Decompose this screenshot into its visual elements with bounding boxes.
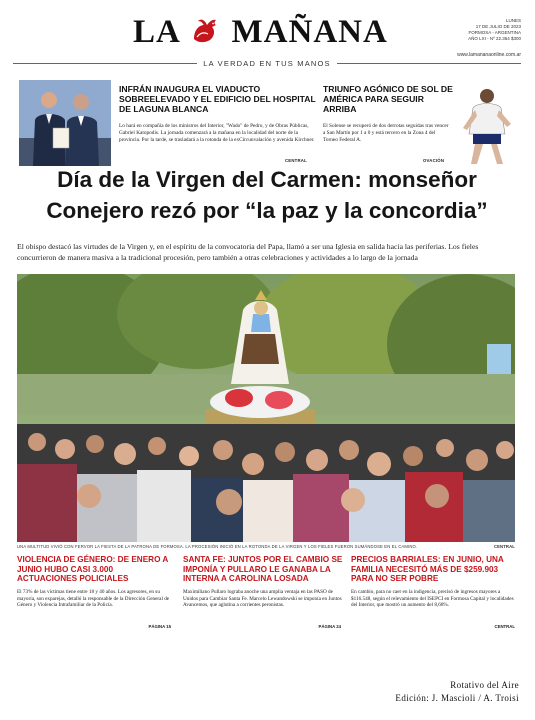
top-story-left-text: Lo hará en compañía de los ministros del Interior, "Wado" de Pedro, y de Obras Públicas, Gabriel Katopodis. La jornada comenzará a la mañana en la localidad del norte de la provincia. Por la tarde, se trasladará a la rotonda de la exCircunvalación y avenida Kirchner. <box>119 123 315 143</box>
story-1-page: PÁGINA 15 <box>148 624 171 629</box>
main-headline[interactable]: Día de la Virgen del Carmen: monseñor Conejero rezó por “la paz y la concordia” <box>46 167 488 223</box>
procession-illustration <box>17 274 515 542</box>
dateline <box>461 18 521 42</box>
story-2-page: PÁGINA 24 <box>318 624 341 629</box>
officials-photo-illustration <box>19 80 111 166</box>
soccer-player-illustration <box>455 80 519 166</box>
credits-edition: Edición: J. Mascioli / A. Troisi <box>395 693 519 703</box>
story-1-headline: VIOLENCIA DE GÉNERO: DE ENERO A JUNIO HUBO CASI 3.000 ACTUACIONES POLICIALES <box>17 555 169 584</box>
credits-program: Rotativo del Aire <box>450 680 519 690</box>
top-story-sol-de-america[interactable] <box>323 80 521 168</box>
rooster-icon <box>188 15 222 45</box>
story-2-text: Maximiliano Pullaro lograba anoche una amplia ventaja en las PASO de Unidos para Cambiar Santa Fe. Marcelo Lewandowski se imponía en Juntos Avancemos, que aglutina a corrientes peronistas. <box>183 588 342 609</box>
top-story-right-text: El Solense se recuperó de dos derrotas seguidas tras vencer a San Martín por 1 a 0 y está tercero en la Zona 4 del Torneo Federal A. <box>323 123 449 143</box>
top-story-right-headline: TRIUNFO AGÓNICO DE SOL DE AMÉRICA PARA SEGUIR ARRIBA <box>323 84 453 114</box>
masthead <box>13 12 521 72</box>
soccer-player-photo <box>455 80 519 166</box>
logo-word-manana: MAÑANA <box>231 14 388 50</box>
story-3-headline: PRECIOS BARRIALES: EN JUNIO, UNA FAMILIA NECESITÓ MÁS DE $259.903 PARA NO SER POBRE <box>351 555 504 584</box>
procession-photo <box>17 274 515 542</box>
top-story-left-headline: INFRÁN INAUGURA EL VIADUCTO SOBREELEVADO Y EL EDIFICIO DEL HOSPITAL DE LAGUNA BLANCA <box>119 84 316 114</box>
dateline-place: FORMOSA - ARGENTINA <box>468 30 521 35</box>
story-precios-barriales[interactable] <box>351 555 519 635</box>
photo-caption-section: CENTRAL <box>493 544 515 549</box>
story-3-page: CENTRAL <box>494 624 515 629</box>
tagline: LA VERDAD EN TUS MANOS <box>13 59 521 68</box>
story-santa-fe[interactable] <box>183 555 345 635</box>
top-story-right-section: OVACIÓN <box>423 158 445 163</box>
credits <box>395 679 519 705</box>
dateline-issue: AÑO LXI - Nº 22.364 $300 <box>468 36 521 41</box>
story-1-text: El 73% de las víctimas tiene entre 18 y 40 años. Los agresores, en su mayoría, son exparejas, detalló la responsable de la Dirección General de Género y Violencia Intrafamiliar de la Policía. <box>17 588 170 609</box>
photo-caption: UNA MULTITUD VIVIÓ CON FERVOR LA FIESTA DE LA PATRONA DE FORMOSA. LA PROCESIÓN INICIÓ EN LA ROTONDA DE LA VIRGEN Y LOS FIELES FUERON SUMÁNDOSE EN EL CAMINO. CENTRAL <box>17 544 515 549</box>
story-2-headline: SANTA FE: JUNTOS POR EL CAMBIO SE IMPONÍA Y PULLARO LE GANABA LA INTERNA A CAROLINA LOSADA <box>183 555 343 584</box>
dateline-date: 17 DE JULIO DE 2023 <box>475 24 521 29</box>
logo-word-la: LA <box>133 14 180 50</box>
top-story-infran[interactable] <box>19 80 317 168</box>
story-3-text: En cambio, para no caer en la indigencia, precisó de ingresos mayores a $116.548, según el relevamiento del ISEPCI en Formosa Capital y localidades del Interior, que mostró un aumento del 8,68%. <box>351 588 514 609</box>
newspaper-logo[interactable] <box>133 14 388 51</box>
officials-photo <box>19 80 111 166</box>
story-violencia-de-genero[interactable] <box>17 555 175 635</box>
top-story-left-section: CENTRAL <box>285 158 307 163</box>
website-link[interactable]: www.lamananaonline.com.ar <box>457 52 521 58</box>
main-lede: El obispo destacó las virtudes de la Virgen y, en el espíritu de la convocatoria del Papa, llamó a ser una Iglesia en salida hacia las periferias. Los fieles concurrieron de manera masiva a la tradicional procesión, pero también a otras celebraciones y actividades a lo largo de la jornada <box>17 242 479 262</box>
newspaper-front-page <box>13 12 521 640</box>
dateline-day: LUNES <box>505 18 521 23</box>
